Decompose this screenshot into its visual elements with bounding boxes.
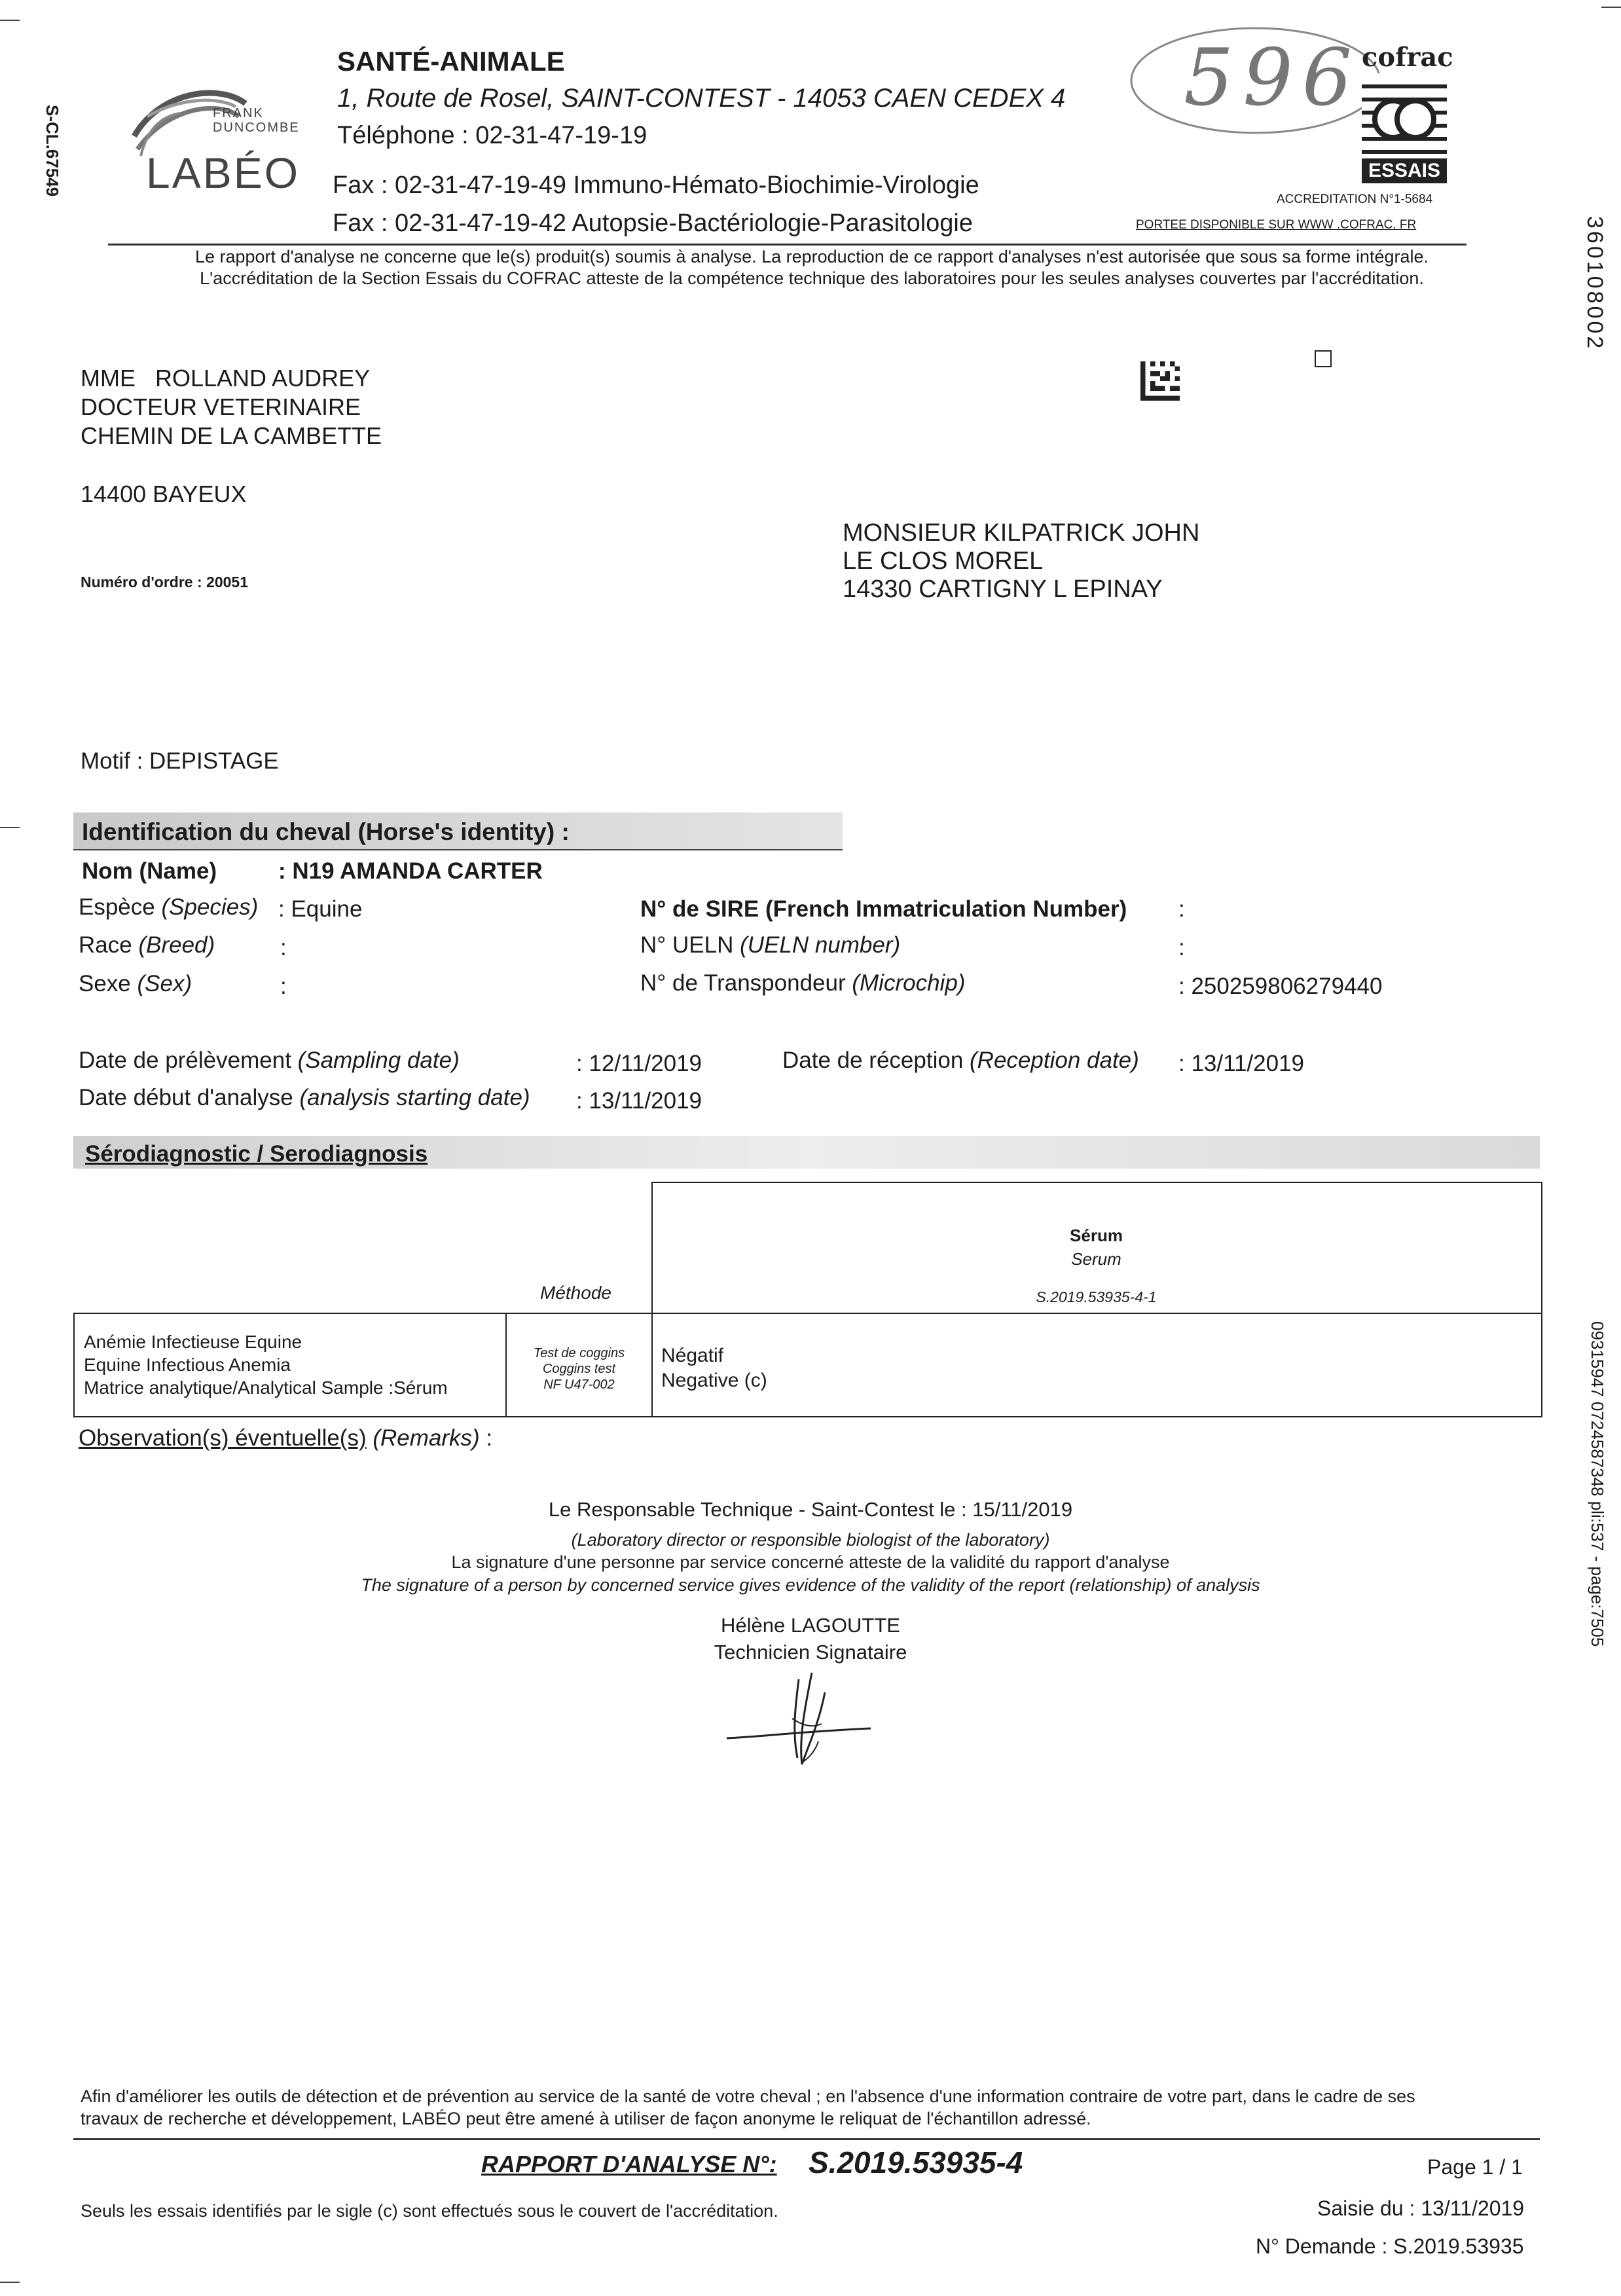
species-label: [79, 894, 258, 920]
owner-address: [843, 519, 1199, 604]
side-code: S-CL.67549: [43, 105, 62, 197]
signatory-name: Hélène LAGOUTTE: [721, 1614, 900, 1637]
sex-label-fr: Sexe: [79, 971, 131, 996]
result-fr: Négatif: [661, 1345, 724, 1366]
signature-line-1: Le Responsable Technique - Saint-Contest le : 15/11/2019: [548, 1498, 1073, 1521]
footer-note: [81, 2085, 1415, 2130]
serology-title: Sérodiagnostic / Serodiagnosis: [85, 1141, 428, 1167]
margin-mark: [0, 20, 20, 21]
identification-divider: [73, 849, 843, 850]
logo-brand: LABÉO: [146, 149, 301, 197]
logo-subtitle: FRANK DUNCOMBE: [213, 106, 300, 135]
margin-mark: [1601, 7, 1621, 8]
lab-fax-1: Fax : 02-31-47-19-49 Immuno-Hémato-Biochimie-Virologie: [333, 172, 979, 199]
method-cell: [507, 1345, 651, 1393]
ueln-label: [640, 932, 900, 958]
start-label-en: (analysis starting date): [299, 1085, 530, 1110]
reception-date-label: [782, 1048, 1139, 1074]
remarks-label-en: (Remarks): [373, 1425, 480, 1451]
signature-line-3: La signature d'une personne par service concerné atteste de la validité du rapport d'analyse: [451, 1552, 1170, 1572]
reception-label-en: (Reception date): [970, 1048, 1139, 1073]
method-header: Méthode: [540, 1283, 611, 1303]
disclaimer-line-2: L'accréditation de la Section Essais du COFRAC atteste de la compétence technique des laboratoires pour les seules analyses couvertes par l'accréditation.: [200, 268, 1424, 288]
name-label: Nom (Name): [82, 858, 217, 884]
motif: Motif : DEPISTAGE: [81, 748, 279, 774]
sampling-date-label: [79, 1048, 460, 1074]
cofrac-logo: [1360, 42, 1459, 186]
handwritten-number: 596: [1184, 33, 1362, 124]
analysis-name-en: Equine Infectious Anemia: [84, 1355, 291, 1375]
datamatrix-code-icon: [1139, 361, 1181, 401]
vet-line-3: CHEMIN DE LA CAMBETTE: [81, 422, 382, 449]
sex-label-en: (Sex): [137, 971, 192, 996]
remarks: [79, 1425, 492, 1451]
ueln-label-fr: N° UELN: [640, 932, 734, 958]
lab-telephone: Téléphone : 02-31-47-19-19: [337, 122, 647, 149]
species-value: : Equine: [278, 896, 363, 922]
report-label: RAPPORT D'ANALYSE N°:: [481, 2151, 777, 2178]
reception-date-value: : 13/11/2019: [1178, 1051, 1305, 1076]
accreditation-note: Seuls les essais identifiés par le sigle (c) sont effectués sous le couvert de l'accréditation.: [81, 2201, 778, 2221]
sample-header: Sérum: [1070, 1226, 1123, 1245]
handwritten-signature-icon: [720, 1666, 890, 1771]
species-label-fr: Espèce: [79, 894, 155, 920]
accreditation-number: ACCREDITATION N°1-5684: [1277, 192, 1433, 206]
footer-note-line-2: travaux de recherche et développement, LABÉO peut être amené à utiliser de façon anonyme le reliquat de l'échantillon adressé.: [81, 2109, 1091, 2128]
labeo-logo: [121, 77, 331, 202]
entry-date: Saisie du : 13/11/2019: [1317, 2196, 1525, 2220]
start-date-value: : 13/11/2019: [576, 1088, 702, 1114]
breed-value: :: [280, 935, 287, 960]
side-document-number: 360108002: [1582, 216, 1607, 352]
checkbox[interactable]: [1315, 350, 1332, 367]
owner-line-2: LE CLOS MOREL: [843, 547, 1044, 575]
sampling-label-fr: Date de prélèvement: [79, 1048, 291, 1073]
request-number: N° Demande : S.2019.53935: [1256, 2234, 1524, 2258]
cofrac-scope-link: PORTEE DISPONIBLE SUR WWW .COFRAC. FR: [1136, 218, 1417, 232]
breed-label-fr: Race: [79, 932, 132, 958]
handwritten-annotation: [1125, 18, 1400, 149]
breed-label: [79, 932, 215, 958]
vet-line-2: DOCTEUR VETERINAIRE: [81, 393, 361, 420]
cofrac-essais: ESSAIS: [1362, 158, 1447, 183]
sampling-date-value: : 12/11/2019: [576, 1051, 702, 1076]
signatory-title: Technicien Signataire: [714, 1641, 907, 1664]
start-label-fr: Date début d'analyse: [79, 1085, 293, 1110]
page-number: Page 1 / 1: [1427, 2155, 1523, 2179]
signature-line-2: (Laboratory director or responsible biologist of the laboratory): [571, 1530, 1050, 1550]
ueln-value: :: [1178, 935, 1185, 960]
margin-mark: [0, 827, 20, 828]
order-number: Numéro d'ordre : 20051: [81, 574, 248, 591]
analysis-cell: [84, 1330, 448, 1399]
name-value: : N19 AMANDA CARTER: [278, 858, 543, 884]
report-number: S.2019.53935-4: [809, 2145, 1023, 2179]
result-cell: [661, 1343, 767, 1393]
remarks-label: Observation(s) éventuelle(s): [79, 1425, 367, 1451]
method-name-en: Coggins test: [542, 1362, 616, 1376]
vet-postcode: 14400 BAYEUX: [81, 481, 247, 507]
lab-name: SANTÉ-ANIMALE: [337, 46, 565, 77]
species-label-en: (Species): [161, 894, 259, 920]
sex-label: [79, 971, 192, 997]
lab-address: 1, Route de Rosel, SAINT-CONTEST - 14053 CAEN CEDEX 4: [337, 84, 1066, 113]
remarks-colon: :: [486, 1425, 493, 1451]
analysis-name-fr: Anémie Infectieuse Equine: [84, 1332, 302, 1352]
disclaimer-line-1: Le rapport d'analyse ne concerne que le(s) produit(s) soumis à analyse. La reproduction de ce rapport d'analyses n'est autorisée que sous sa forme intégrale.: [194, 247, 1429, 266]
cofrac-brand: cofrac: [1362, 42, 1453, 73]
footer-divider: [73, 2138, 1540, 2140]
method-name-fr: Test de coggins: [533, 1346, 625, 1360]
reception-label-fr: Date de réception: [782, 1048, 964, 1073]
margin-mark: [0, 2282, 20, 2283]
sample-id: S.2019.53935-4-1: [1036, 1288, 1157, 1305]
sampling-label-en: (Sampling date): [297, 1048, 460, 1073]
ueln-label-en: (UELN number): [740, 932, 901, 958]
breed-label-en: (Breed): [138, 932, 215, 958]
vet-line-1: MME ROLLAND AUDREY: [81, 365, 371, 392]
analysis-matrix: Matrice analytique/Analytical Sample :Sérum: [84, 1377, 448, 1398]
footer-note-line-1: Afin d'améliorer les outils de détection et de prévention au service de la santé de votre cheval ; en l'absence d'une information contraire de votre part, dans le cadre de ses: [81, 2086, 1415, 2106]
lab-fax-2: Fax : 02-31-47-19-42 Autopsie-Bactériologie-Parasitologie: [333, 210, 973, 237]
transponder-label-fr: N° de Transpondeur: [640, 970, 846, 996]
vet-address: [81, 364, 382, 450]
sire-value: :: [1178, 896, 1185, 922]
identification-title: Identification du cheval (Horse's identity) :: [82, 818, 570, 845]
side-mail-reference: 09315947 0724587348 pli:537 - page:7505: [1588, 1321, 1607, 1647]
owner-line-3: 14330 CARTIGNY L EPINAY: [843, 575, 1163, 603]
transponder-label: [640, 970, 965, 996]
start-date-label: [79, 1085, 530, 1111]
signature-line-4: The signature of a person by concerned service gives evidence of the validity of the report (relationship) of analysis: [361, 1575, 1260, 1595]
transponder-value: : 250259806279440: [1178, 974, 1383, 999]
sample-header-en: Serum: [1071, 1249, 1121, 1269]
result-en: Negative (c): [661, 1370, 767, 1391]
sire-label: N° de SIRE (French Immatriculation Number): [640, 896, 1127, 922]
column-divider-2: [651, 1313, 653, 1417]
transponder-label-en: (Microchip): [852, 970, 966, 996]
sex-value: :: [280, 974, 287, 999]
cofrac-emblem-icon: [1362, 73, 1447, 158]
owner-line-1: MONSIEUR KILPATRICK JOHN: [843, 519, 1200, 547]
method-standard: NF U47-002: [543, 1377, 615, 1392]
header-divider: [108, 244, 1466, 246]
